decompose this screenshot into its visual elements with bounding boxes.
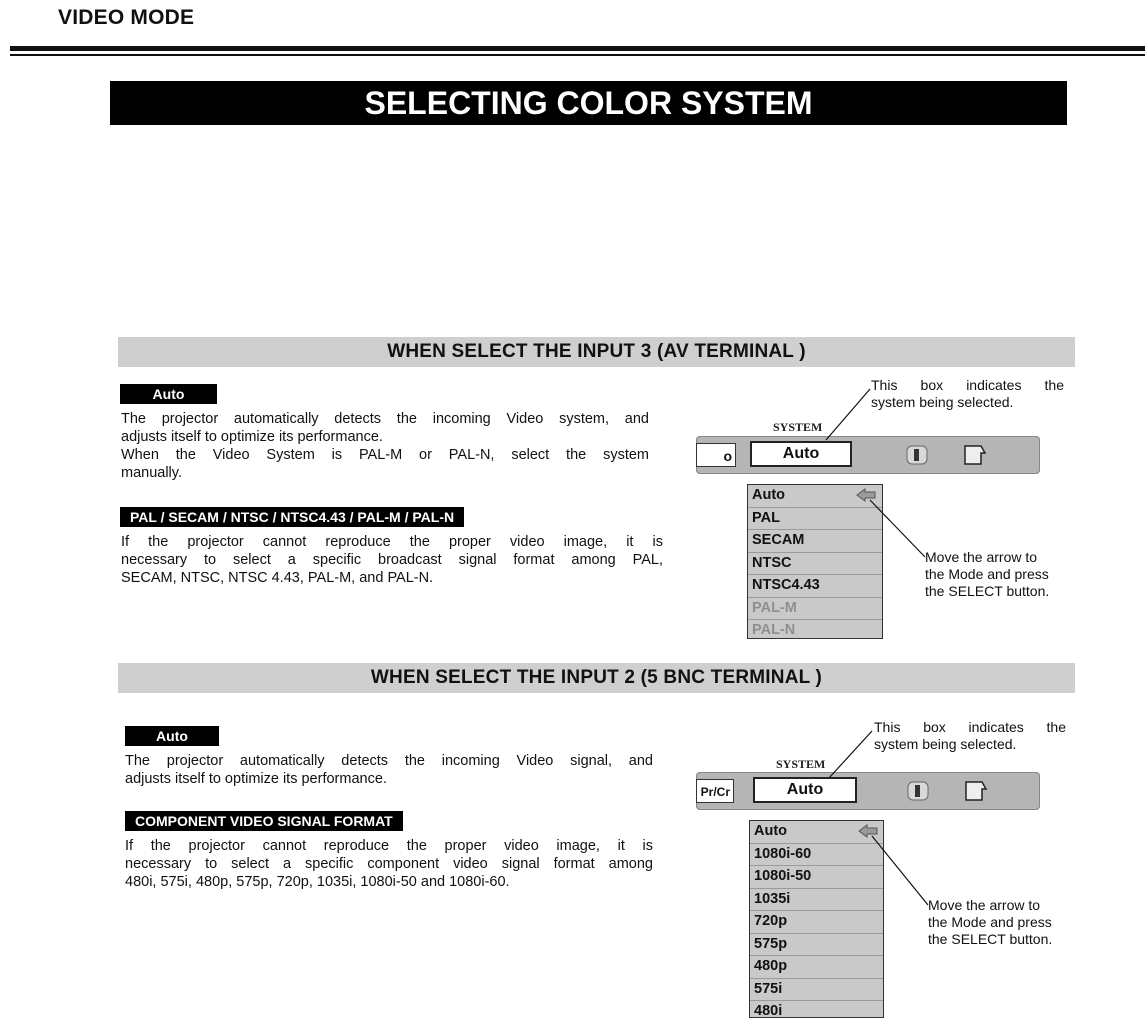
text-line: If the projector cannot reproduce the proper video image, it is bbox=[121, 534, 663, 550]
text-line: The projector automatically detects the incoming Video signal, and bbox=[125, 753, 653, 769]
text-line: necessary to select a specific broadcast signal format among PAL, bbox=[121, 552, 663, 568]
dropdown-option[interactable]: 480i bbox=[754, 1003, 783, 1019]
previous-menu-field-av[interactable]: o bbox=[696, 443, 736, 467]
dropdown-option-disabled: PAL-M bbox=[748, 598, 882, 621]
dropdown-option[interactable]: SECAM bbox=[748, 530, 882, 553]
callout-line: the SELECT button. bbox=[928, 931, 1053, 947]
text-line: adjusts itself to optimize its performance. bbox=[125, 771, 387, 787]
text-line: When the Video System is PAL-M or PAL-N, select the system bbox=[121, 447, 649, 463]
previous-menu-field-bnc[interactable]: Pr/Cr bbox=[696, 779, 734, 803]
callout-line: the SELECT button. bbox=[925, 583, 1050, 599]
callout-line: This box indicates the bbox=[874, 719, 1066, 735]
text-line: 480i, 575i, 480p, 575p, 720p, 1035i, 1080i-50 and 1080i-60. bbox=[125, 874, 510, 890]
section-heading-av: WHEN SELECT THE INPUT 3 (AV TERMINAL ) bbox=[118, 337, 1075, 367]
auto-label-bnc: Auto bbox=[125, 726, 219, 746]
callout-line: the Mode and press bbox=[928, 914, 1052, 930]
leader-line bbox=[829, 731, 872, 778]
callout-line: the Mode and press bbox=[925, 566, 1049, 582]
dropdown-option[interactable]: 1080i-60 bbox=[750, 844, 883, 867]
callout-line: Move the arrow to bbox=[928, 897, 1041, 913]
callout-line: This box indicates the bbox=[871, 377, 1064, 393]
page-title: SELECTING COLOR SYSTEM bbox=[110, 81, 1067, 125]
dropdown-option[interactable]: Auto bbox=[750, 821, 883, 844]
callout-line: system being selected. bbox=[871, 394, 1014, 410]
text-line: The projector automatically detects the incoming Video system, and bbox=[121, 411, 649, 427]
dropdown-option[interactable]: Auto bbox=[748, 485, 882, 508]
dropdown-option[interactable]: 720p bbox=[750, 911, 883, 934]
formats-label-bnc: COMPONENT VIDEO SIGNAL FORMAT bbox=[125, 811, 403, 831]
dropdown-option[interactable]: NTSC4.43 bbox=[748, 575, 882, 598]
page-header: VIDEO MODE bbox=[58, 6, 195, 29]
auto-label-av: Auto bbox=[120, 384, 217, 404]
dropdown-option[interactable]: 1080i-50 bbox=[750, 866, 883, 889]
system-menu-caption-av: SYSTEM bbox=[773, 420, 823, 434]
text-line: SECAM, NTSC, NTSC 4.43, PAL-M, and PAL-N. bbox=[121, 570, 434, 586]
text-line: adjusts itself to optimize its performance. bbox=[121, 429, 383, 445]
callout-line: system being selected. bbox=[874, 736, 1017, 752]
dropdown-option[interactable]: 480p bbox=[750, 956, 883, 979]
system-selected-field-bnc[interactable]: Auto bbox=[753, 777, 857, 803]
text-line: If the projector cannot reproduce the proper video image, it is bbox=[125, 838, 653, 854]
leader-line bbox=[872, 836, 928, 905]
text-line: necessary to select a specific component video signal format among bbox=[125, 856, 653, 872]
system-menu-caption-bnc: SYSTEM bbox=[776, 757, 826, 771]
system-selected-field-av[interactable]: Auto bbox=[750, 441, 852, 467]
callout-line: Move the arrow to bbox=[925, 549, 1038, 565]
dropdown-option[interactable]: NTSC bbox=[748, 553, 882, 576]
section-heading-bnc: WHEN SELECT THE INPUT 2 (5 BNC TERMINAL ) bbox=[118, 663, 1075, 693]
dropdown-option[interactable]: PAL bbox=[748, 508, 882, 531]
dropdown-option-disabled: PAL-N bbox=[752, 622, 796, 638]
text-line: manually. bbox=[121, 465, 182, 481]
formats-label-av: PAL / SECAM / NTSC / NTSC4.43 / PAL-M / PAL-N bbox=[120, 507, 464, 527]
dropdown-option[interactable]: 575p bbox=[750, 934, 883, 957]
dropdown-option[interactable]: 575i bbox=[750, 979, 883, 1002]
dropdown-option[interactable]: 1035i bbox=[750, 889, 883, 912]
